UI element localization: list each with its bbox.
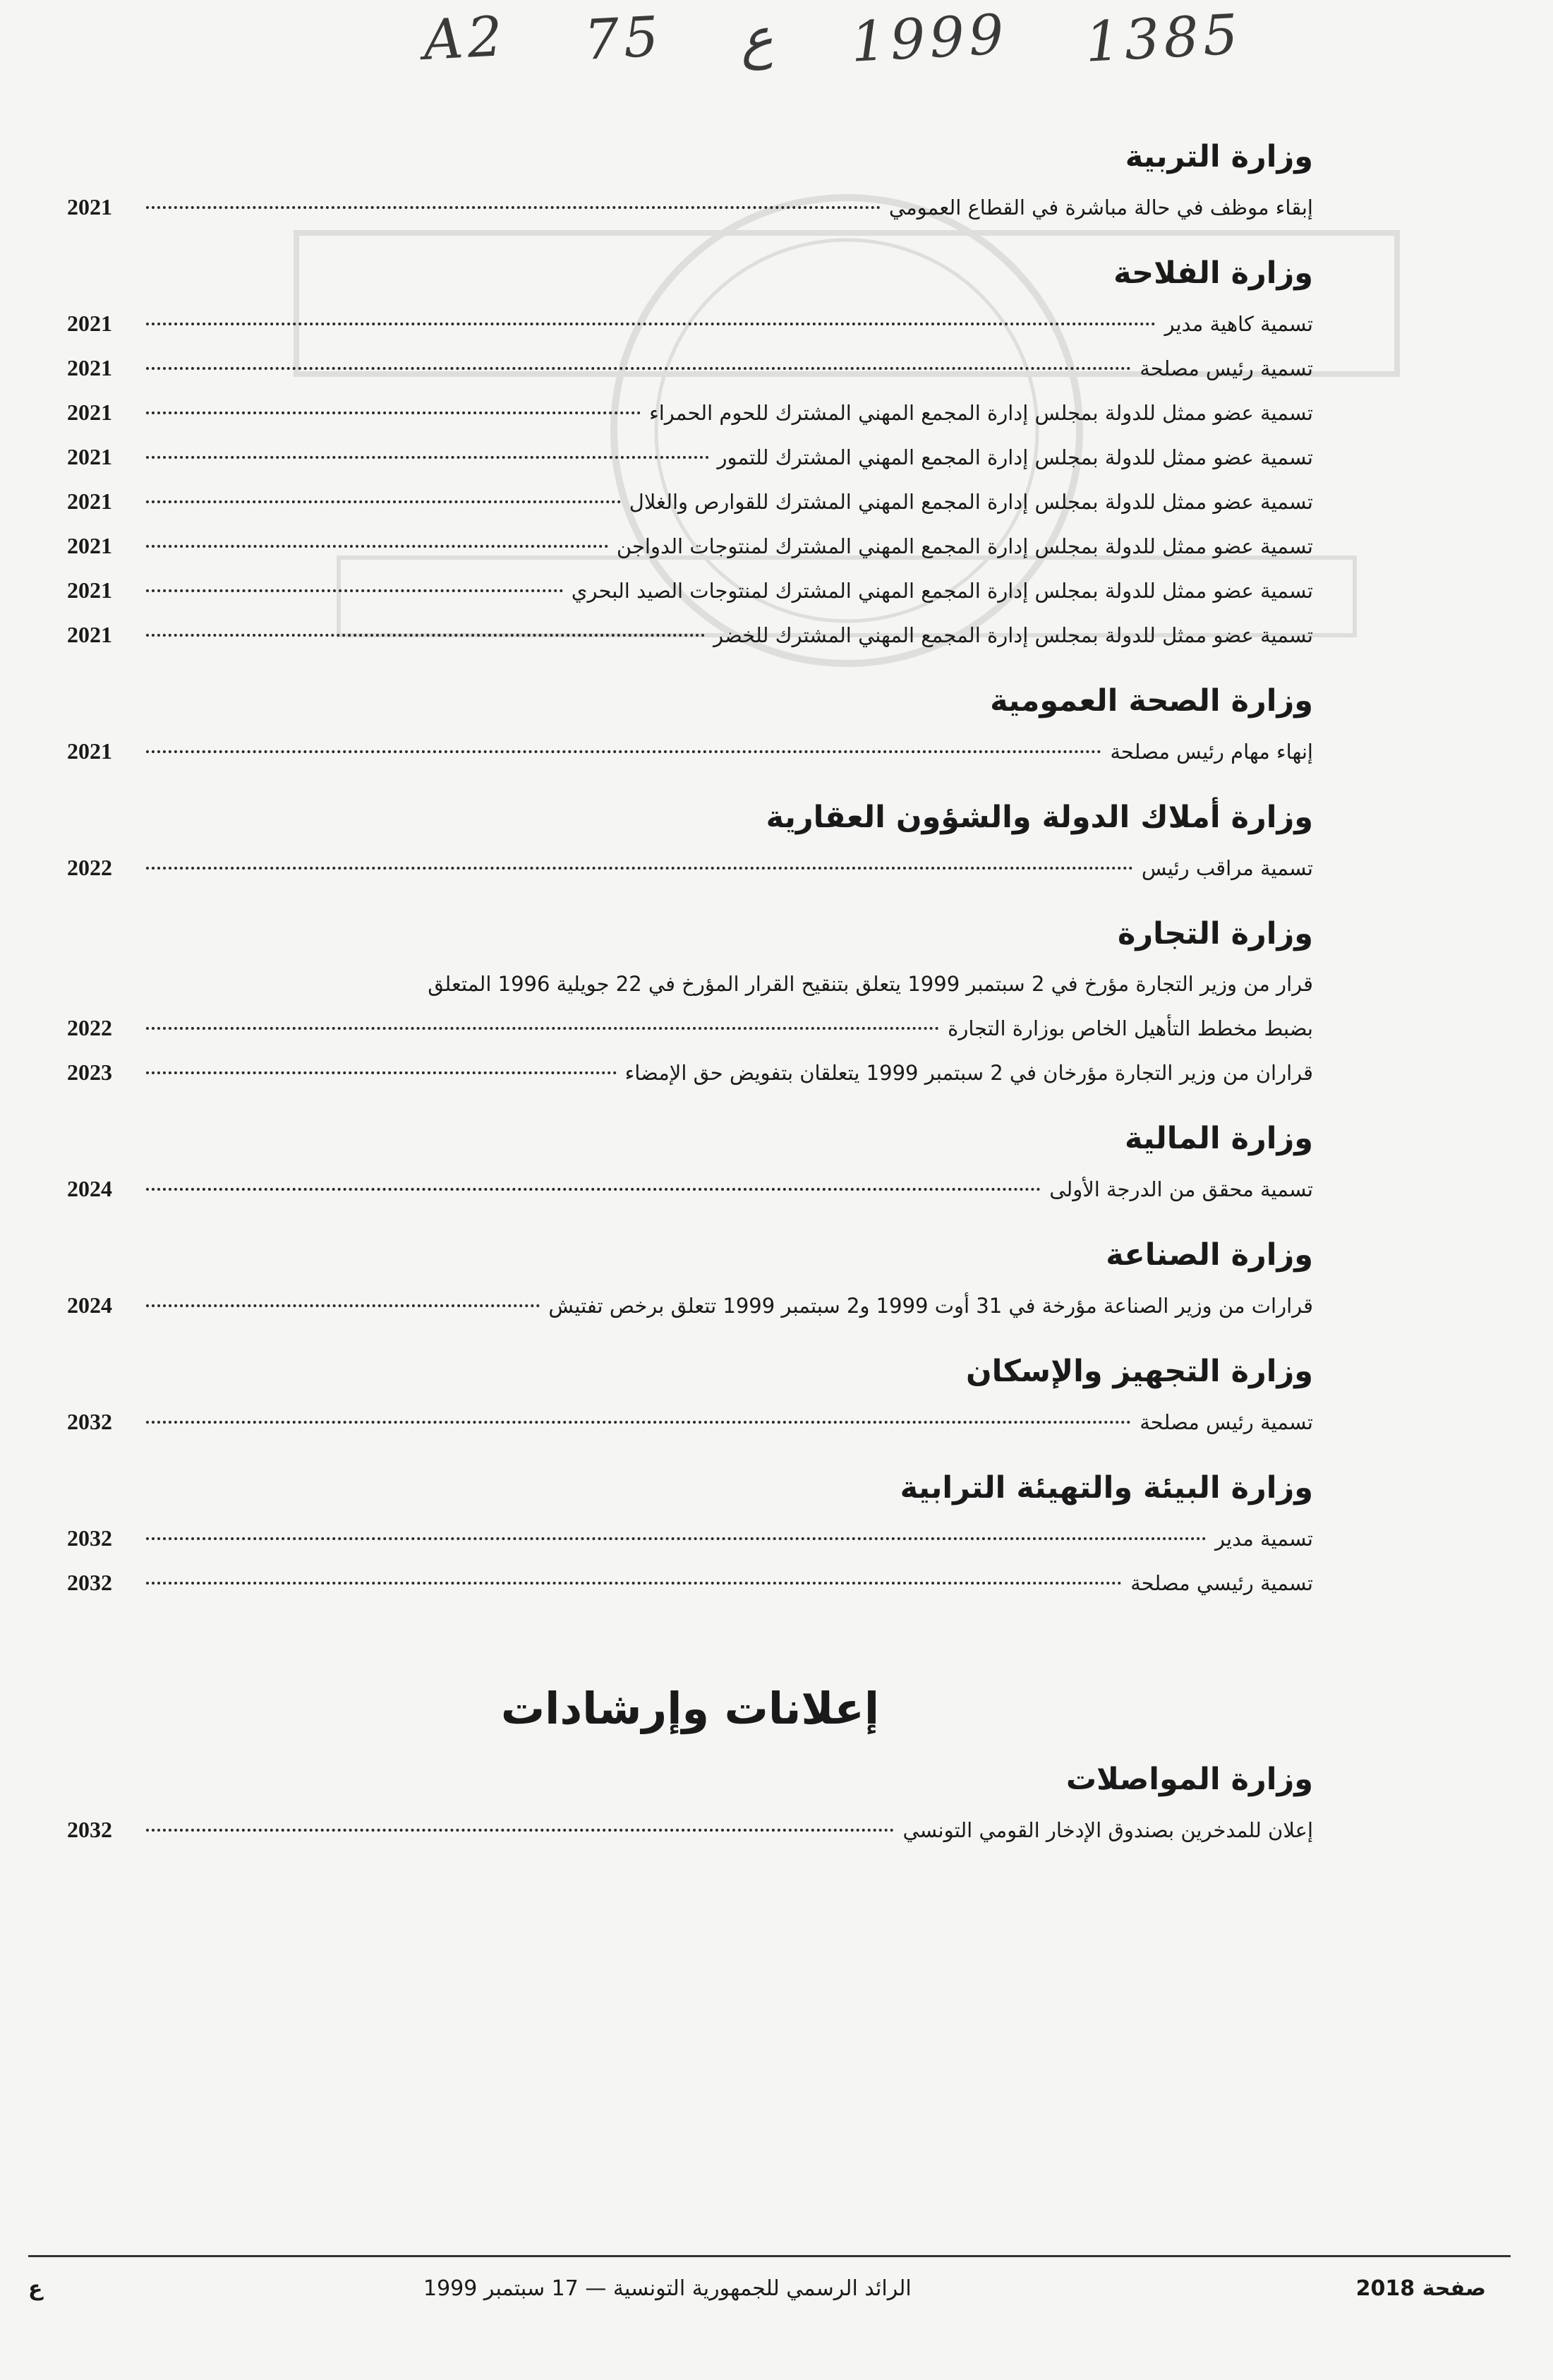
ministry-section [67, 677, 1313, 774]
entry-text: تسمية عضو ممثل للدولة بمجلس إدارة المجمع المهني المشترك للتمور [717, 445, 1313, 469]
archive-note-item: 1385 [1084, 3, 1245, 75]
archive-note-item: A2 [421, 4, 509, 73]
toc-entry [67, 1006, 1313, 1050]
ministry-section [67, 1347, 1313, 1444]
handwritten-archive-note [421, 3, 1411, 75]
dot-leader [146, 1829, 894, 1832]
entry-page: 2022 [67, 855, 112, 880]
ministry-section [67, 1464, 1313, 1605]
toc-entry [67, 390, 1313, 435]
ministry-heading: وزارة التربية [1125, 139, 1313, 174]
entry-text: تسمية عضو ممثل للدولة بمجلس إدارة المجمع المهني المشترك لمنتوجات الدواجن [616, 534, 1313, 558]
entry-page: 2024 [67, 1176, 112, 1201]
announcements-title: إعلانات وإرشادات [500, 1683, 880, 1734]
dot-leader [146, 411, 641, 414]
ministry-section [67, 1114, 1313, 1211]
entry-page: 2021 [67, 311, 112, 336]
dot-leader [146, 1304, 540, 1307]
ministry-heading: وزارة المواصلات [1065, 1762, 1313, 1797]
entry-text: تسمية رئيس مصلحة [1140, 1410, 1313, 1434]
toc-entry [67, 524, 1313, 568]
entry-paragraph: قرار من وزير التجارة مؤرخ في 2 سبتمبر 1999 يتعلق بتنقيح القرار المؤرخ في 22 جويلية 1996 المتعلق [428, 972, 1313, 996]
entry-text: إبقاء موظف في حالة مباشرة في القطاع العمومي [888, 196, 1313, 220]
dot-leader [146, 634, 705, 637]
entry-page: 2023 [67, 1059, 112, 1085]
dot-leader [146, 1027, 939, 1030]
ministry-heading: وزارة التجارة [1117, 916, 1313, 951]
entry-page: 2021 [67, 738, 112, 764]
ministry-heading: وزارة الصحة العمومية [990, 683, 1313, 719]
toc-entry [67, 1050, 1313, 1095]
entry-text: تسمية عضو ممثل للدولة بمجلس إدارة المجمع المهني المشترك لمنتوجات الصيد البحري [571, 579, 1313, 603]
entry-page: 2022 [67, 1015, 112, 1040]
entry-text: تسمية كاهية مدير [1164, 312, 1313, 336]
dot-leader [146, 1582, 1122, 1585]
edge-mark: ع [28, 2276, 43, 2301]
entry-text: تسمية مراقب رئيس [1141, 856, 1313, 880]
ministry-heading: وزارة الصناعة [1106, 1237, 1313, 1273]
toc-entry [67, 346, 1313, 390]
archive-note-item: 75 [582, 5, 665, 73]
entry-text: بضبط مخطط التأهيل الخاص بوزارة التجارة [948, 1016, 1313, 1040]
entry-text: إنهاء مهام رئيس مصلحة [1110, 740, 1313, 764]
dot-leader [146, 367, 1131, 370]
entry-page: 2032 [67, 1817, 112, 1842]
entry-page: 2021 [67, 488, 112, 514]
toc-entry [67, 435, 1313, 479]
toc-entry [67, 1516, 1313, 1561]
toc-entry [67, 479, 1313, 524]
toc-entry [67, 568, 1313, 613]
entry-text: إعلان للمدخرين بصندوق الإدخار القومي التونسي [902, 1818, 1313, 1842]
toc-entry [67, 846, 1313, 890]
table-of-contents [67, 113, 1313, 1852]
toc-entry [67, 185, 1313, 229]
entry-page: 2032 [67, 1570, 112, 1595]
dot-leader [146, 545, 608, 548]
ministry-section [67, 793, 1313, 890]
ministry-heading: وزارة البيئة والتهيئة الترابية [900, 1470, 1313, 1505]
toc-entry [67, 1400, 1313, 1444]
dot-leader [146, 456, 709, 459]
entry-text: تسمية مدير [1214, 1527, 1313, 1551]
page-number-label: صفحة 2018 [1355, 2276, 1486, 2301]
toc-entry [67, 1283, 1313, 1328]
entry-page: 2021 [67, 577, 112, 603]
ministry-heading: وزارة المالية [1125, 1121, 1313, 1156]
ministry-heading: وزارة التجهيز والإسكان [965, 1354, 1313, 1389]
entry-page: 2032 [67, 1525, 112, 1551]
archive-note-item: ع [738, 6, 775, 72]
entry-page: 2021 [67, 355, 112, 380]
journal-title: الرائد الرسمي للجمهورية التونسية — 17 سبتمبر 1999 [423, 2276, 912, 2301]
entry-page: 2024 [67, 1292, 112, 1318]
dot-leader [146, 500, 621, 503]
entry-page: 2021 [67, 622, 112, 647]
ministry-heading: وزارة الفلاحة [1113, 256, 1313, 291]
dot-leader [146, 323, 1156, 325]
dot-leader [146, 1537, 1207, 1540]
toc-entry [67, 613, 1313, 657]
dot-leader [146, 750, 1101, 753]
toc-entry [67, 301, 1313, 346]
toc-entry [67, 1561, 1313, 1605]
entry-text: تسمية عضو ممثل للدولة بمجلس إدارة المجمع المهني المشترك للقوارص والغلال [629, 490, 1313, 514]
dot-leader [146, 867, 1133, 870]
ministry-section [67, 1231, 1313, 1328]
ministry-section [67, 249, 1313, 657]
entry-page: 2021 [67, 194, 112, 220]
footer-divider [28, 2255, 1511, 2257]
ministry-heading: وزارة أملاك الدولة والشؤون العقارية [766, 800, 1313, 835]
entry-text: قراران من وزير التجارة مؤرخان في 2 سبتمبر 1999 يتعلقان بتفويض حق الإمضاء [624, 1061, 1313, 1085]
dot-leader [146, 1421, 1131, 1424]
toc-entry [67, 1167, 1313, 1211]
toc-entry [67, 1808, 1313, 1852]
ministry-section [67, 910, 1313, 1095]
dot-leader [146, 206, 881, 209]
entry-page: 2021 [67, 444, 112, 469]
entry-text: تسمية عضو ممثل للدولة بمجلس إدارة المجمع المهني المشترك للخضر [713, 623, 1313, 647]
entry-page: 2032 [67, 1409, 112, 1434]
archive-note-item: 1999 [849, 3, 1010, 75]
ministry-section [67, 133, 1313, 229]
entry-text: تسمية رئيس مصلحة [1140, 356, 1313, 380]
ministry-section [67, 1755, 1313, 1852]
entry-text: تسمية عضو ممثل للدولة بمجلس إدارة المجمع المهني المشترك للحوم الحمراء [649, 401, 1313, 425]
entry-text: تسمية محقق من الدرجة الأولى [1049, 1177, 1313, 1201]
entry-page: 2021 [67, 399, 112, 425]
page-footer [28, 2276, 1486, 2319]
toc-entry [67, 729, 1313, 774]
dot-leader [146, 589, 563, 592]
entry-text: قرارات من وزير الصناعة مؤرخة في 31 أوت 1999 و2 سبتمبر 1999 تتعلق برخص تفتيش [548, 1294, 1313, 1318]
dot-leader [146, 1188, 1041, 1191]
dot-leader [146, 1071, 617, 1074]
entry-text: تسمية رئيسي مصلحة [1130, 1571, 1313, 1595]
entry-page: 2021 [67, 533, 112, 558]
